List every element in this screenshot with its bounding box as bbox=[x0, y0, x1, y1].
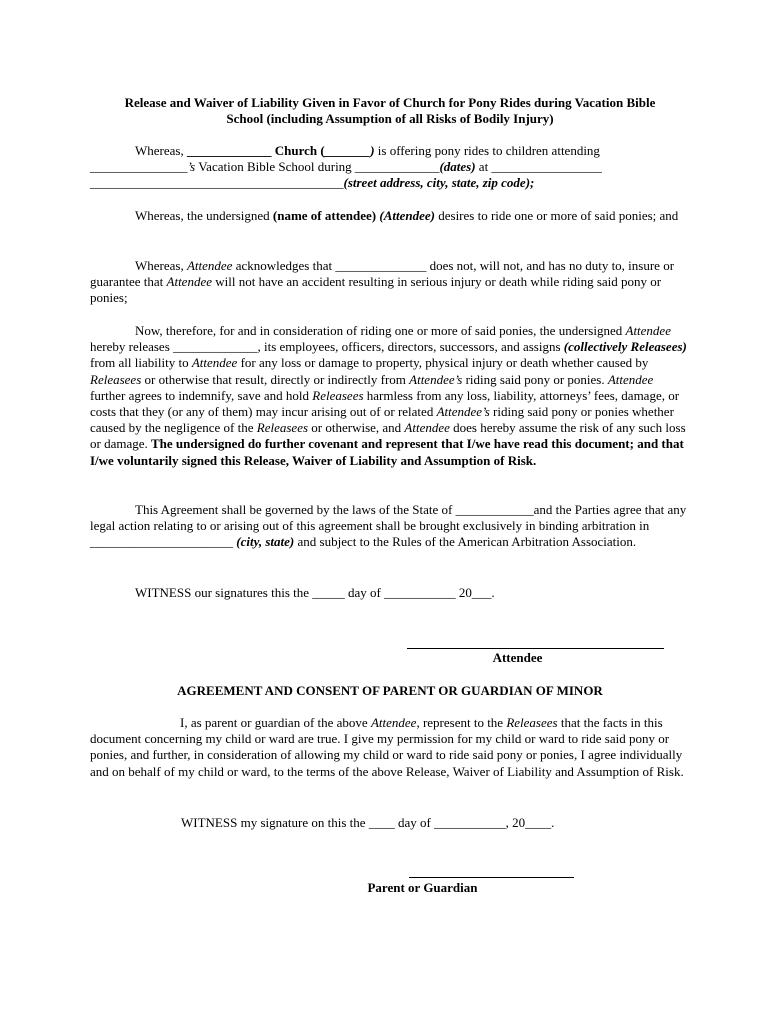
paragraph-governing-law: This Agreement shall be governed by the laws of the State of ____________and the Parties agree that any legal action relating to or arising out of this agreement shall be brought exclusively in binding arbitration in ______________________ (city, state) and subject to the Rules of the American Arbitration Association. bbox=[90, 502, 687, 550]
paragraph-acknowledgement: Whereas, Attendee acknowledges that ______________ does not, will not, and has no duty to, insure or guarantee that Attendee will not have an accident resulting in serious injury or death while riding said pony or ponies; bbox=[90, 258, 675, 306]
attendee-signature-line[interactable] bbox=[407, 648, 664, 649]
paragraph-parent-consent: I, as parent or guardian of the above Attendee, represent to the Releasees that the facts in this document concerning my child or ward are true. I give my permission for my child or ward to ride said pony or ponies, and further, in consideration of allowing my child or ward to ride said pony or ponies, I agree individually and on behalf of my child or ward, to the terms of the above Release, Waiver of Liability and Assumption of Risk. bbox=[90, 715, 684, 779]
parent-signature-label: Parent or Guardian bbox=[367, 880, 478, 895]
paragraph-witness-signatures: WITNESS our signatures this the _____ day of ___________ 20___. bbox=[135, 585, 495, 600]
section-title-parent-consent: AGREEMENT AND CONSENT OF PARENT OR GUARDIAN OF MINOR bbox=[177, 683, 603, 698]
paragraph-attendee-desire: Whereas, the undersigned (name of attendee) (Attendee) desires to ride one or more of said ponies; and bbox=[135, 208, 679, 223]
attendee-signature-label: Attendee bbox=[492, 650, 543, 665]
document-title bbox=[90, 95, 690, 127]
title-line-1: Release and Waiver of Liability Given in Favor of Church for Pony Rides during Vacation Bible bbox=[124, 95, 656, 110]
paragraph-release: Now, therefore, for and in consideration of riding one or more of said ponies, the undersigned Attendee hereby releases _____________, its employees, officers, directors, successors, and assigns (collectively Releasees) from all liability to Attendee for any loss or damage to property, physical injury or death whether caused by Releasees or otherwise that result, directly or indirectly from Attendee’s riding said pony or ponies. Attendee further agrees to indemnify, save and hold Releasees harmless from any loss, liability, attorneys’ fees, damage, or costs that they (or any of them) may incur arising out of or related Attendee’s riding said pony or ponies whether caused by the negligence of the Releasees or otherwise, and Attendee does hereby assume the risk of any such loss or damage. The undersigned do further covenant and represent that I/we have read this document; and that I/we voluntarily signed this Release, Waiver of Liability and Assumption of Risk. bbox=[90, 323, 687, 468]
parent-signature-line[interactable] bbox=[409, 877, 574, 878]
paragraph-church-offer: Whereas, _____________ Church (_______) is offering pony rides to children attending _______________’s Vacation Bible School during _____________(dates) at _________________ _______________________________________(street address, city, state, zip code); bbox=[90, 143, 602, 191]
paragraph-witness-signature: WITNESS my signature on this the ____ day of ___________, 20____. bbox=[181, 815, 555, 830]
title-line-2: School (including Assumption of all Risks of Bodily Injury) bbox=[226, 111, 554, 126]
